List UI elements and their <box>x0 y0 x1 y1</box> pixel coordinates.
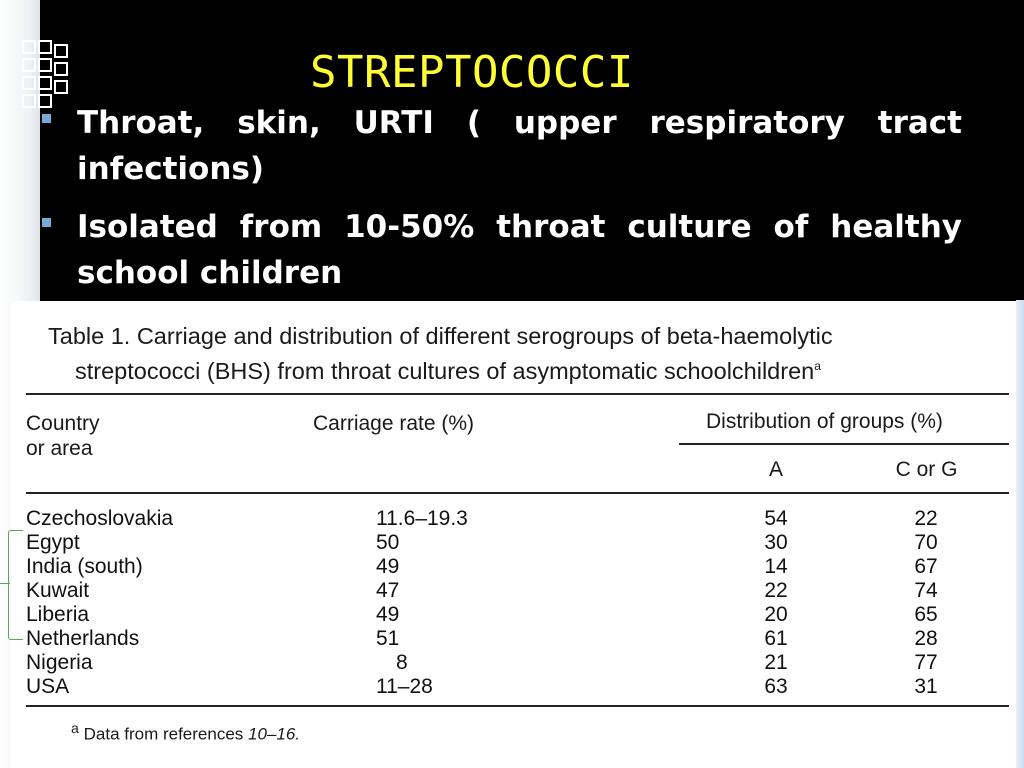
table-row <box>11 531 1016 555</box>
footnote-mark: a <box>71 721 79 737</box>
distribution-subrule <box>679 443 1009 445</box>
square-bullet-icon <box>42 218 51 227</box>
cell-carriage-rate: 51 <box>376 627 400 650</box>
footnote-text: Data from references <box>83 724 244 744</box>
cell-group-c-or-g: 65 <box>914 603 938 626</box>
header-distribution: Distribution of groups (%) <box>706 410 943 433</box>
table-top-rule <box>26 393 1009 395</box>
cell-country: India (south) <box>26 555 143 578</box>
scanned-table-image <box>11 301 1016 768</box>
cell-group-a: 21 <box>764 651 788 674</box>
right-decor-strip <box>1016 300 1024 768</box>
header-bottom-rule <box>26 492 1009 494</box>
cell-carriage-rate: 11.6–19.3 <box>376 507 468 530</box>
table-bottom-rule <box>26 705 1009 707</box>
table-row <box>11 675 1016 699</box>
cell-group-c-or-g: 67 <box>914 555 938 578</box>
caption-footnote-mark: a <box>814 359 821 373</box>
table-row <box>11 507 1016 531</box>
cell-country: USA <box>26 675 70 698</box>
table-row <box>11 579 1016 603</box>
table-row <box>11 603 1016 627</box>
cell-group-a: 20 <box>764 603 788 626</box>
caption-line-2: streptococci (BHS) from throat cultures of asymptomatic schoolchildren <box>75 357 815 384</box>
table-caption <box>48 321 1008 386</box>
cell-group-a: 30 <box>764 531 788 554</box>
cell-group-a: 14 <box>764 555 788 578</box>
cell-group-c-or-g: 31 <box>914 675 938 698</box>
header-country <box>26 411 100 461</box>
bullet-item <box>40 204 962 296</box>
cell-group-c-or-g: 28 <box>914 627 938 650</box>
cell-country: Egypt <box>26 531 80 554</box>
cell-country: Czechoslovakia <box>26 507 174 530</box>
cell-country: Nigeria <box>26 651 93 674</box>
cell-group-c-or-g: 70 <box>914 531 938 554</box>
header-country-line2: or area <box>26 437 93 460</box>
square-bullet-icon <box>42 114 51 123</box>
cell-carriage-rate: 49 <box>376 555 400 578</box>
table-row <box>11 651 1016 675</box>
cell-country: Netherlands <box>26 627 140 650</box>
bullet-text: Isolated from 10-50% throat culture of healthy school children <box>77 209 962 291</box>
cell-group-c-or-g: 22 <box>914 507 938 530</box>
cell-carriage-rate: 50 <box>376 531 400 554</box>
table-row <box>11 627 1016 651</box>
cell-group-a: 22 <box>764 579 788 602</box>
bullet-text: Throat, skin, URTI ( upper respiratory tract infections) <box>77 105 962 187</box>
cell-group-a: 61 <box>764 627 788 650</box>
cell-group-a: 54 <box>764 507 788 530</box>
cell-carriage-rate: 8 <box>396 651 408 674</box>
green-tick-decor <box>0 583 10 584</box>
footnote-refs: 10–16. <box>248 724 301 744</box>
header-country-line1: Country <box>26 412 100 435</box>
cell-carriage-rate: 49 <box>376 603 400 626</box>
table-footnote <box>71 721 300 745</box>
cell-carriage-rate: 11–28 <box>376 675 433 698</box>
header-group-a: A <box>768 458 783 481</box>
cell-carriage-rate: 47 <box>376 579 400 602</box>
cell-country: Kuwait <box>26 579 90 602</box>
cell-group-c-or-g: 77 <box>914 651 938 674</box>
bullet-item <box>40 100 962 192</box>
cell-group-c-or-g: 74 <box>914 579 938 602</box>
table-row <box>11 555 1016 579</box>
header-group-c-or-g: C or G <box>895 458 958 481</box>
green-bracket-decor <box>8 530 23 640</box>
cell-country: Liberia <box>26 603 90 626</box>
slide-title: STREPTOCOCCI <box>310 47 634 98</box>
header-carriage-rate: Carriage rate (%) <box>313 412 475 435</box>
bullet-list <box>40 100 962 308</box>
caption-line-1: Table 1. Carriage and distribution of different serogroups of beta-haemolytic <box>48 323 833 349</box>
cell-group-a: 63 <box>764 675 788 698</box>
